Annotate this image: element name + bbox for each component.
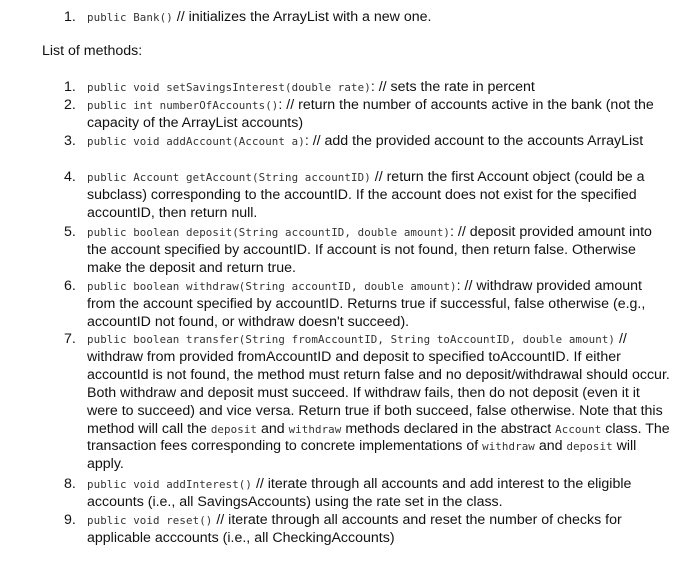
item-description: will apply. [87,438,637,473]
code-snippet: public Bank() [87,11,173,24]
code-snippet: public boolean deposit(String accountID, double amount) [87,226,451,239]
code-snippet: public void addInterest() [87,478,253,491]
code-snippet: public void addAccount(Account a) [87,135,305,148]
item-number: 9. [64,512,76,528]
item-description: and [257,420,289,437]
item-description: : // return the number of accounts active in the bank (not the capacity of the ArrayList accounts) [87,97,654,131]
item-number: 7. [64,331,76,347]
item-body [87,169,673,223]
code-snippet: deposit [566,440,613,454]
code-snippet: public void setSavingsInterest(double rate) [87,81,371,94]
item-body [87,476,673,512]
code-snippet: public void reset() [87,514,213,527]
item-description: : // deposit provided amount into the account specified by accountID. If account is not found, then return false. Otherwise make the deposit and return true. [87,224,652,276]
code-snippet: withdraw [288,422,342,436]
code-snippet: withdraw [482,440,535,454]
item-description: : // sets the rate in percent [370,79,535,95]
item-number: 8. [64,476,76,492]
item-number: 2. [64,97,76,113]
item-description: and [534,438,567,455]
item-description: methods declared in the abstract [341,420,556,437]
item-body [87,97,673,133]
item-body [87,79,673,97]
code-snippet: deposit [210,422,258,436]
item-description: // iterate through all accounts and add interest to the eligible accounts (i.e., all SavingsAccounts) using the rate set in the class. [87,476,632,510]
item-number: 1. [64,79,76,95]
item-description: // return the first Account object (could be a subclass) corresponding to the accountID. If the account does not exist for the specified accountID, then return null. [87,169,645,221]
item-description: : // withdraw provided amount from the account specified by accountID. Returns true if successful, false otherwise (e.g., accountID not found, or withdraw doesn't succeed). [87,278,646,330]
section-heading: List of methods: [42,43,143,59]
item-body [87,512,673,548]
item-number: 6. [64,278,76,294]
item-body [87,331,673,474]
item-number: 3. [64,133,76,149]
code-snippet: public int numberOfAccounts() [87,99,279,112]
item-number: 4. [64,169,76,185]
item-body [87,9,673,27]
item-body [87,133,673,151]
code-snippet: Account [555,422,602,436]
item-number: 1. [64,9,76,25]
code-snippet: public boolean transfer(String fromAccountID, String toAccountID, double amount) [87,333,616,346]
item-description: class. The transaction fees corresponding to concrete implementations of [87,420,670,455]
code-snippet: public Account getAccount(String accountID) [87,171,371,184]
item-description: // iterate through all accounts and reset the number of checks for applicable acccounts (i.e., all CheckingAccounts) [87,512,622,546]
item-description: : // add the provided account to the accounts ArrayList [304,133,644,149]
item-description: // initializes the ArrayList with a new one. [172,9,432,25]
item-body [87,224,673,278]
code-snippet: public boolean withdraw(String accountID, double amount) [87,280,457,293]
item-description: // withdraw from provided fromAccountID and deposit to specified toAccountID. If either accountId is not found, the method must return false and no deposit/withdrawal should occur. Both withdraw and deposit must succeed. If withdraw fails, then do not deposit (even it it were to succeed) and vice versa. Return true if both succeed, false otherwise. Note that this method will call the [87,331,670,437]
item-body [87,278,673,332]
item-number: 5. [64,224,76,240]
